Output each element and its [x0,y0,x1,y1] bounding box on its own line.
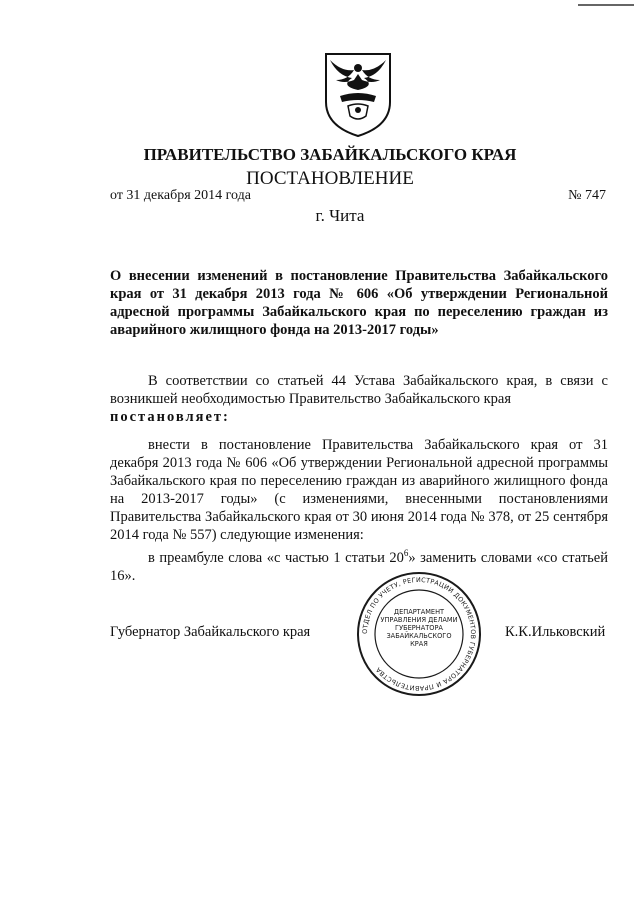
signature-name: К.К.Ильковский [505,624,606,640]
official-stamp [355,570,483,698]
change-superscript: 6 [403,548,409,558]
document-number: № 747 [568,188,606,203]
scan-mark [578,4,634,6]
resolves-word: постановляет: [110,409,230,425]
preamble-paragraph: В соответствии со статьей 44 Устава Забайкальского края, в связи с возникшей необходимостью Правительство Забайкальского края [110,373,608,407]
signature-role: Губернатор Забайкальского края [110,624,311,640]
document-type: ПОСТАНОВЛЕНИЕ [246,168,414,189]
main-paragraph: внести в постановление Правительства Забайкальского края от 31 декабря 2013 года № 606 «Об утверждении Региональной адресной программы Забайкальского края по переселению граждан из аварийного жилищного фонда на 2013-2017 годы» (с изменениями, внесенными постановлениями Правительства Забайкальского края от 30 июня 2014 года № 378, от 25 сентября 2014 года № 557) следующие изменения: [110,437,608,543]
government-title: ПРАВИТЕЛЬСТВО ЗАБАЙКАЛЬСКОГО КРАЯ [143,145,517,164]
document-date: от 31 декабря 2014 года [110,188,251,203]
stamp-inner-text: ДЕПАРТАМЕНТ УПРАВЛЕНИЯ ДЕЛАМИ ГУБЕРНАТОРА ЗАБАЙКАЛЬСКОГО КРАЯ [380,608,458,648]
resolves-paragraph [110,408,608,426]
document-city: г. Чита [315,206,365,225]
stamp-outer-text: ОТДЕЛ ПО УЧЕТУ, РЕГИСТРАЦИИ ДОКУМЕНТОВ ГУБЕРНАТОРА И ПРАВИТЕЛЬСТВА [360,575,478,693]
document-title: О внесении изменений в постановление Правительства Забайкальского края от 31 декабря 2013 года № 606 «Об утверждении Региональной адресной программы Забайкальского края по переселению граждан из аварийного жилищного фонда на 2013-2017 годы» [110,268,608,338]
change-text-before: в преамбуле слова «с частью 1 статьи 20 [148,549,404,566]
change-text-after: » заменить словами «со статьей 16». [110,549,608,584]
coat-of-arms-emblem [318,50,398,138]
